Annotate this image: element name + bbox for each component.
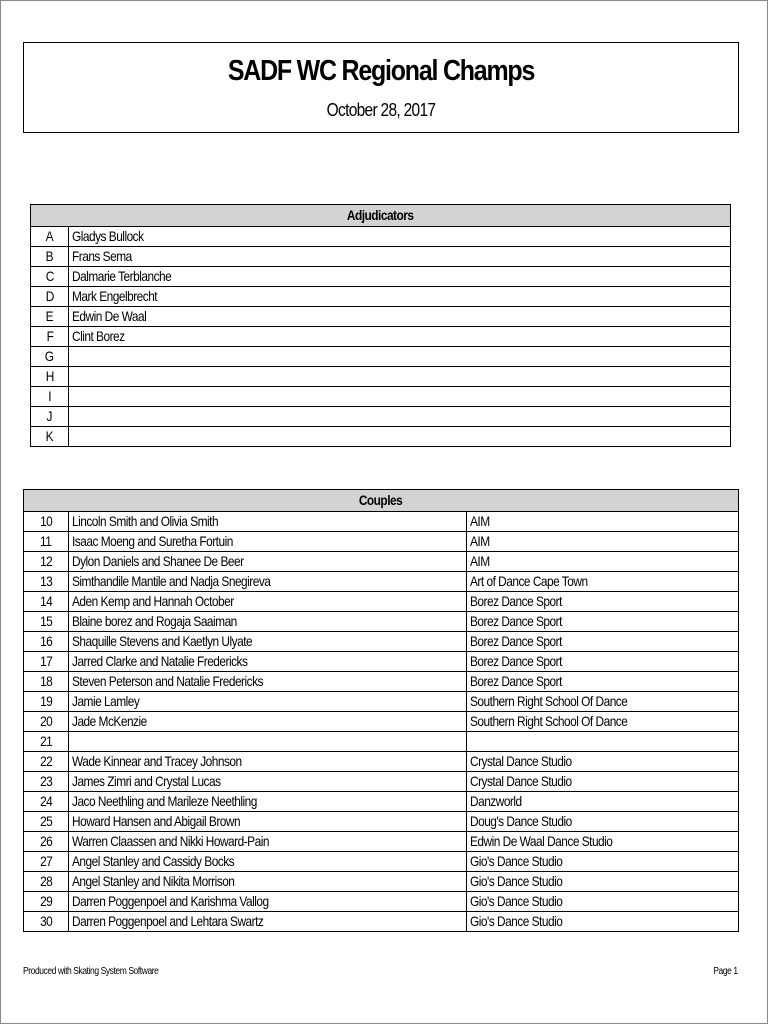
couple-row	[24, 832, 739, 852]
couple-studio: AIM	[467, 532, 739, 552]
couple-number: 19	[24, 692, 69, 712]
adjudicator-name	[69, 427, 731, 447]
adjudicator-row	[31, 387, 731, 407]
adjudicator-row	[31, 287, 731, 307]
adjudicator-row	[31, 427, 731, 447]
couples-header-row	[24, 490, 739, 512]
adjudicator-code: B	[31, 247, 69, 267]
couple-names: Jade McKenzie	[69, 712, 467, 732]
couple-names: Aden Kemp and Hannah October	[69, 592, 467, 612]
adjudicator-row	[31, 367, 731, 387]
couple-row	[24, 652, 739, 672]
adjudicator-name: Mark Engelbrecht	[69, 287, 731, 307]
page-number: Page 1	[713, 966, 738, 977]
adjudicators-table	[30, 204, 731, 447]
couple-row	[24, 532, 739, 552]
couple-row	[24, 512, 739, 532]
couple-number: 26	[24, 832, 69, 852]
couple-studio: Southern Right School Of Dance	[467, 712, 739, 732]
couple-studio: Doug's Dance Studio	[467, 812, 739, 832]
couple-studio: Gio's Dance Studio	[467, 872, 739, 892]
couple-row	[24, 732, 739, 752]
couple-row	[24, 752, 739, 772]
couple-number: 21	[24, 732, 69, 752]
couple-names: Howard Hansen and Abigail Brown	[69, 812, 467, 832]
couple-studio: Borez Dance Sport	[467, 592, 739, 612]
adjudicator-code: F	[31, 327, 69, 347]
couple-row	[24, 692, 739, 712]
couple-studio: AIM	[467, 552, 739, 572]
couple-row	[24, 552, 739, 572]
couple-names: James Zimri and Crystal Lucas	[69, 772, 467, 792]
couple-number: 15	[24, 612, 69, 632]
adjudicator-code: E	[31, 307, 69, 327]
couple-row	[24, 892, 739, 912]
page-title: SADF WC Regional Champs	[227, 55, 535, 87]
couple-studio: Art of Dance Cape Town	[467, 572, 739, 592]
couple-number: 23	[24, 772, 69, 792]
adjudicator-code: G	[31, 347, 69, 367]
couple-studio: Borez Dance Sport	[467, 632, 739, 652]
adjudicator-name	[69, 387, 731, 407]
adjudicator-row	[31, 227, 731, 247]
adjudicator-code: A	[31, 227, 69, 247]
adjudicator-name: Frans Sema	[69, 247, 731, 267]
couple-number: 11	[24, 532, 69, 552]
couple-studio: AIM	[467, 512, 739, 532]
event-date: October 28, 2017	[326, 100, 436, 120]
couple-row	[24, 672, 739, 692]
couple-studio: Gio's Dance Studio	[467, 912, 739, 932]
couple-number: 24	[24, 792, 69, 812]
couple-studio: Crystal Dance Studio	[467, 772, 739, 792]
couple-names: Darren Poggenpoel and Karishma Vallog	[69, 892, 467, 912]
couple-names: Angel Stanley and Nikita Morrison	[69, 872, 467, 892]
couple-names: Lincoln Smith and Olivia Smith	[69, 512, 467, 532]
adjudicator-row	[31, 347, 731, 367]
couple-names: Dylon Daniels and Shanee De Beer	[69, 552, 467, 572]
adjudicator-code: D	[31, 287, 69, 307]
couple-number: 28	[24, 872, 69, 892]
couple-names	[69, 732, 467, 752]
couple-names: Steven Peterson and Natalie Fredericks	[69, 672, 467, 692]
couple-number: 22	[24, 752, 69, 772]
adjudicator-code: C	[31, 267, 69, 287]
couple-number: 14	[24, 592, 69, 612]
adjudicator-name: Gladys Bullock	[69, 227, 731, 247]
couple-studio: Borez Dance Sport	[467, 672, 739, 692]
couple-number: 29	[24, 892, 69, 912]
adjudicator-row	[31, 327, 731, 347]
couple-names: Wade Kinnear and Tracey Johnson	[69, 752, 467, 772]
adjudicator-name	[69, 347, 731, 367]
couple-row	[24, 772, 739, 792]
couple-row	[24, 592, 739, 612]
couples-table	[23, 489, 739, 932]
couple-studio: Danzworld	[467, 792, 739, 812]
couple-row	[24, 872, 739, 892]
couple-row	[24, 852, 739, 872]
couple-row	[24, 792, 739, 812]
adjudicators-heading: Adjudicators	[31, 205, 731, 227]
couple-names: Simthandile Mantile and Nadja Snegireva	[69, 572, 467, 592]
couple-names: Shaquille Stevens and Kaetlyn Ulyate	[69, 632, 467, 652]
adjudicator-name	[69, 367, 731, 387]
footer-credit: Produced with Skating System Software	[23, 966, 159, 977]
adjudicators-body	[31, 227, 731, 447]
couple-row	[24, 632, 739, 652]
couples-heading: Couples	[24, 490, 739, 512]
couple-studio: Borez Dance Sport	[467, 652, 739, 672]
couple-number: 12	[24, 552, 69, 572]
couple-studio: Southern Right School Of Dance	[467, 692, 739, 712]
couple-number: 16	[24, 632, 69, 652]
couple-row	[24, 812, 739, 832]
couple-studio: Borez Dance Sport	[467, 612, 739, 632]
title-box	[23, 42, 739, 133]
couple-row	[24, 712, 739, 732]
adjudicator-code: K	[31, 427, 69, 447]
couple-studio: Edwin De Waal Dance Studio	[467, 832, 739, 852]
adjudicator-row	[31, 407, 731, 427]
couple-number: 17	[24, 652, 69, 672]
couple-studio: Crystal Dance Studio	[467, 752, 739, 772]
couple-row	[24, 572, 739, 592]
adjudicator-name: Clint Borez	[69, 327, 731, 347]
couple-number: 13	[24, 572, 69, 592]
couple-number: 10	[24, 512, 69, 532]
couple-names: Jaco Neethling and Marileze Neethling	[69, 792, 467, 812]
couple-names: Jamie Lamley	[69, 692, 467, 712]
adjudicator-name: Edwin De Waal	[69, 307, 731, 327]
adjudicator-name	[69, 407, 731, 427]
couple-number: 18	[24, 672, 69, 692]
couple-names: Blaine borez and Rogaja Saaiman	[69, 612, 467, 632]
couple-names: Warren Claassen and Nikki Howard-Pain	[69, 832, 467, 852]
couple-studio: Gio's Dance Studio	[467, 892, 739, 912]
couple-names: Angel Stanley and Cassidy Bocks	[69, 852, 467, 872]
adjudicator-row	[31, 307, 731, 327]
couple-names: Darren Poggenpoel and Lehtara Swartz	[69, 912, 467, 932]
couple-number: 30	[24, 912, 69, 932]
couple-studio	[467, 732, 739, 752]
adjudicator-row	[31, 267, 731, 287]
couple-number: 25	[24, 812, 69, 832]
couple-number: 27	[24, 852, 69, 872]
couple-row	[24, 912, 739, 932]
adjudicator-name: Dalmarie Terblanche	[69, 267, 731, 287]
couple-studio: Gio's Dance Studio	[467, 852, 739, 872]
couple-names: Jarred Clarke and Natalie Fredericks	[69, 652, 467, 672]
couples-body	[24, 512, 739, 932]
couple-number: 20	[24, 712, 69, 732]
couple-names: Isaac Moeng and Suretha Fortuin	[69, 532, 467, 552]
adjudicator-row	[31, 247, 731, 267]
adjudicator-code: H	[31, 367, 69, 387]
adjudicators-header-row	[31, 205, 731, 227]
adjudicator-code: J	[31, 407, 69, 427]
adjudicator-code: I	[31, 387, 69, 407]
couple-row	[24, 612, 739, 632]
